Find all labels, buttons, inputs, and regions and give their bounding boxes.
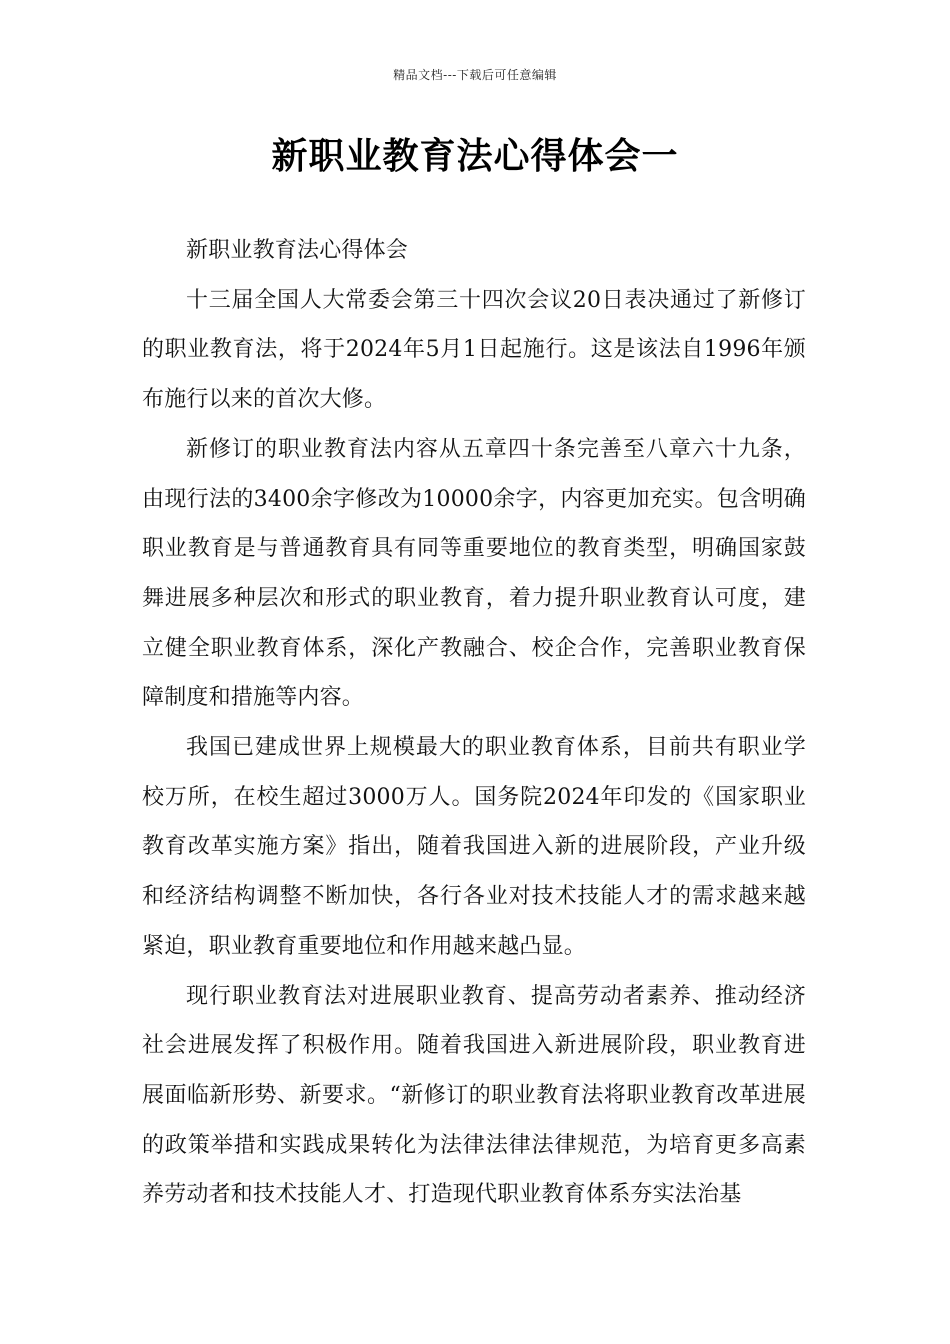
document-body bbox=[142, 226, 806, 1220]
paragraph-2: 新修订的职业教育法内容从五章四十条完善至八章六十九条，由现行法的3400余字修改为10000余字，内容更加充实。包含明确职业教育是与普通教育具有同等重要地位的教育类型，明确国家鼓舞进展多种层次和形式的职业教育，着力提升职业教育认可度，建立健全职业教育体系，深化产教融合、校企合作，完善职业教育保障制度和措施等内容。 bbox=[142, 436, 806, 711]
paragraph-3: 我国已建成世界上规模最大的职业教育体系，目前共有职业学校万所，在校生超过3000万人。国务院2024年印发的《国家职业教育改革实施方案》指出，随着我国进入新的进展阶段，产业升级和经济结构调整不断加快，各行各业对技术技能人才的需求越来越紧迫，职业教育重要地位和作用越来越凸显。 bbox=[142, 735, 806, 959]
paragraph-subtitle: 新职业教育法心得体会 bbox=[186, 238, 409, 263]
document-title: 新职业教育法心得体会一 bbox=[271, 136, 679, 177]
paragraph-4: 现行职业教育法对进展职业教育、提高劳动者素养、推动经济社会进展发挥了积极作用。随着我国进入新进展阶段，职业教育进展面临新形势、新要求。“新修订的职业教育法将职业教育改革进展的政策举措和实践成果转化为法律法律法律规范，为培育更多高素养劳动者和技术技能人才、打造现代职业教育体系夯实法治基 bbox=[142, 983, 806, 1208]
paragraph-1: 十三届全国人大常委会第三十四次会议20日表决通过了新修订的职业教育法，将于2024年5月1日起施行。这是该法自1996年颁布施行以来的首次大修。 bbox=[142, 287, 806, 413]
page-header: 精品文档---下载后可任意编辑 bbox=[393, 68, 557, 82]
